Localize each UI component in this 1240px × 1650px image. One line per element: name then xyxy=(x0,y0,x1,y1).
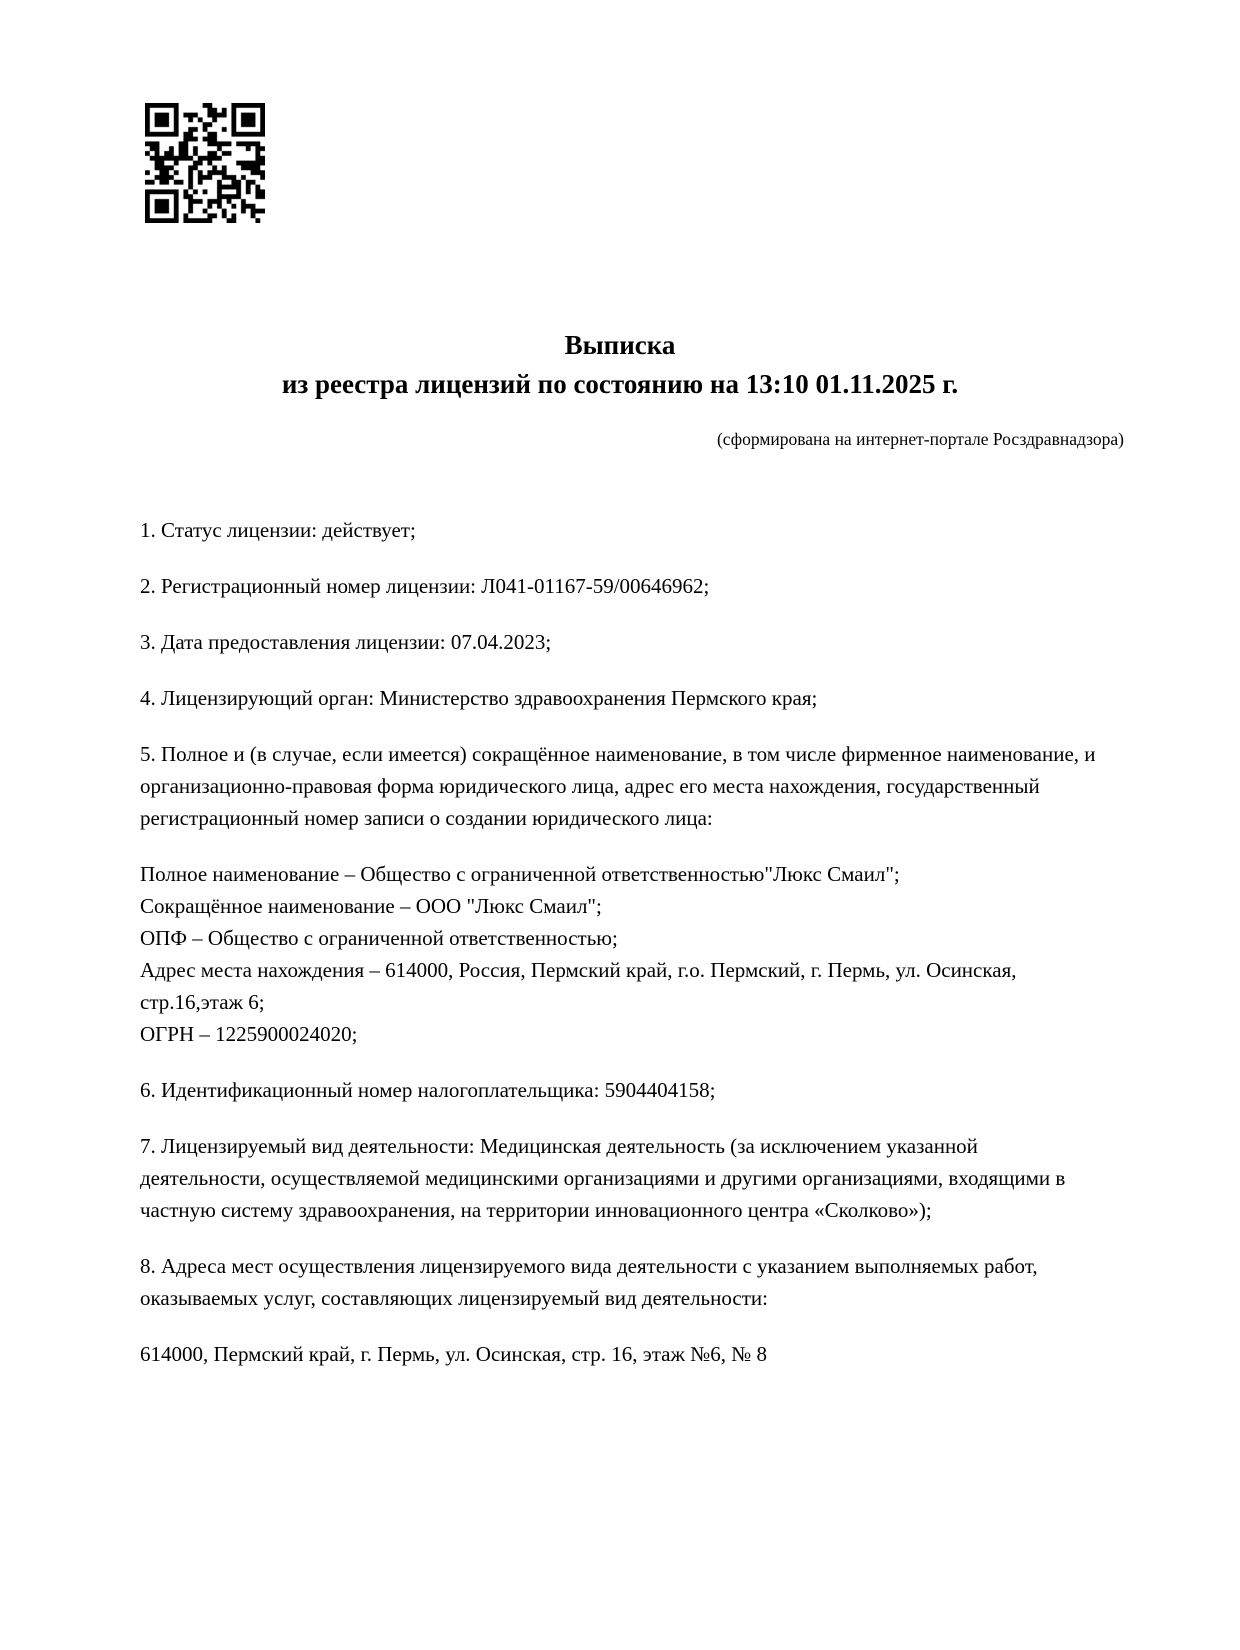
qr-code xyxy=(145,103,265,223)
item-licensing-authority: 4. Лицензирующий орган: Министерство здравоохранения Пермского края; xyxy=(140,686,818,711)
document-body xyxy=(140,514,1100,1370)
item-grant-date: 3. Дата предоставления лицензии: 07.04.2023; xyxy=(140,630,552,655)
document-subtitle: (сформирована на интернет-портале Росздравнадзора) xyxy=(716,429,1124,450)
document-title-line1: Выписка xyxy=(564,330,676,361)
org-full-name: Полное наименование – Общество с ограниченной ответственностью"Люкс Смаил"; xyxy=(140,862,900,887)
item-inn: 6. Идентификационный номер налогоплательщика: 5904404158; xyxy=(140,1078,716,1103)
org-address: Адрес места нахождения – 614000, Россия, Пермский край, г.о. Пермский, г. Пермь, ул. Осинская, стр.16,этаж 6; xyxy=(140,958,1017,1015)
org-ogrn: ОГРН – 1225900024020; xyxy=(140,1022,358,1047)
item-license-status: 1. Статус лицензии: действует; xyxy=(140,518,416,543)
org-short-name: Сокращённое наименование – ООО "Люкс Смаил"; xyxy=(140,894,602,919)
document-title-line2: из реестра лицензий по состоянию на 13:10 01.11.2025 г. xyxy=(281,369,959,400)
organization-details xyxy=(140,858,1100,1050)
org-legal-form: ОПФ – Общество с ограниченной ответственностью; xyxy=(140,926,618,951)
item-organization-heading: 5. Полное и (в случае, если имеется) сокращённое наименование, в том числе фирменное наименование, и организационно-правовая форма юридического лица, адрес его места нахождения, государственный регистрационный номер записи о создании юридического лица: xyxy=(140,742,1096,831)
item-addresses-heading: 8. Адреса мест осуществления лицензируемого вида деятельности с указанием выполняемых работ, оказываемых услуг, составляющих лицензируемый вид деятельности: xyxy=(140,1254,1038,1311)
item-registration-number: 2. Регистрационный номер лицензии: Л041-01167-59/00646962; xyxy=(140,574,710,599)
qr-code-image xyxy=(145,103,265,223)
item-activity-type: 7. Лицензируемый вид деятельности: Медицинская деятельность (за исключением указанной деятельности, осуществляемой медицинскими организациями и другими организациями, входящими в частную систему здравоохранения, на территории инновационного центра «Сколково»); xyxy=(140,1134,1066,1223)
activity-address: 614000, Пермский край, г. Пермь, ул. Осинская, стр. 16, этаж №6, № 8 xyxy=(140,1342,768,1367)
